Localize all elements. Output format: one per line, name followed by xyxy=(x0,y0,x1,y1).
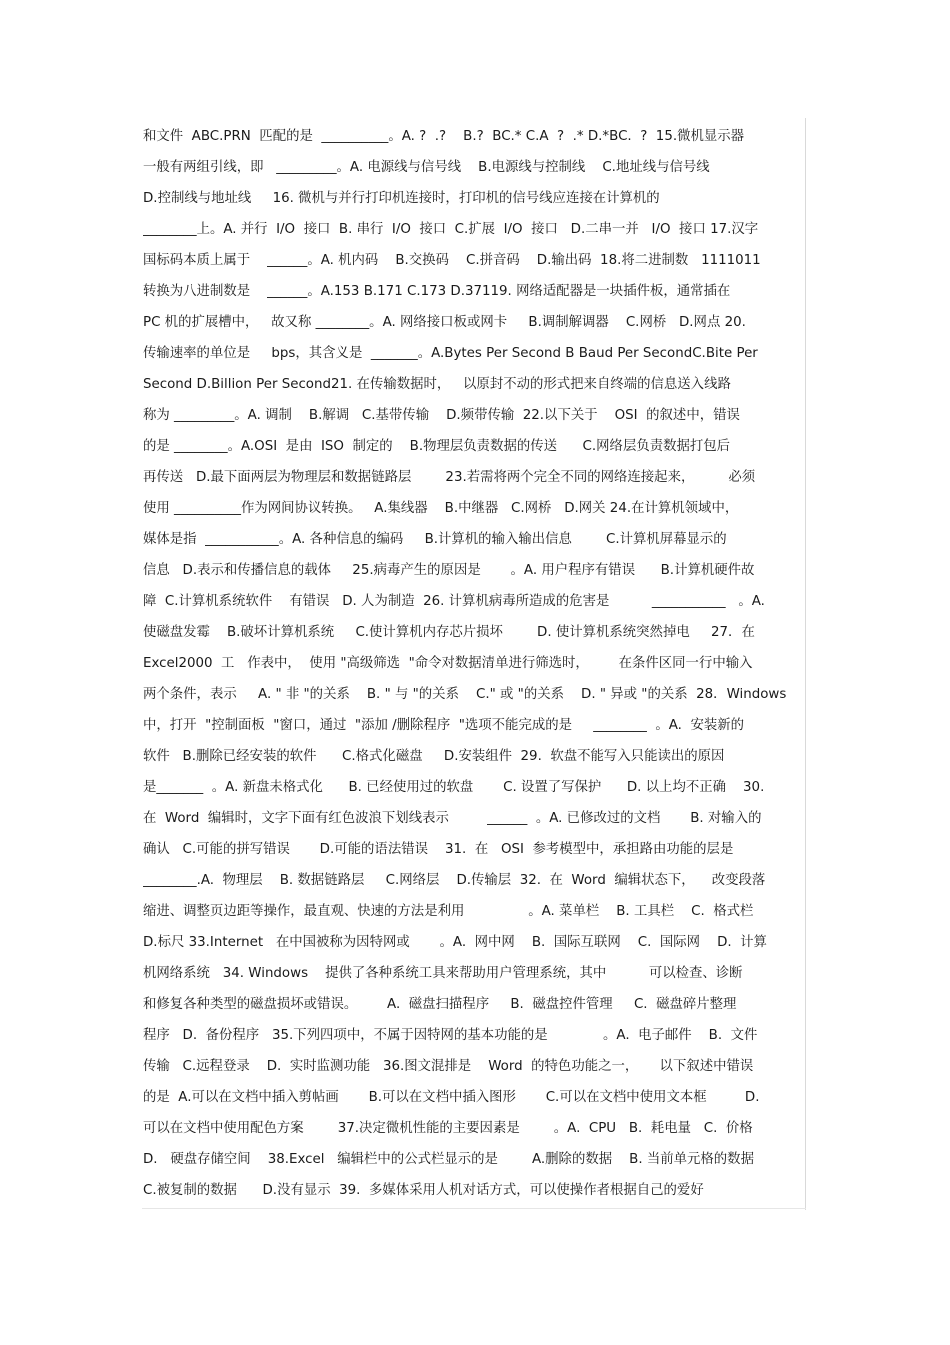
text-line: 称为 _________。A. 调制 B.解调 C.基带传输 D.频带传输 22.以下关于 OSI 的叙述中，错误 xyxy=(143,408,740,423)
text-line: D.标尺 33.Internet 在中国被称为因特网或 。A. 网中网 B. 国际互联网 C. 国际网 D. 计算 xyxy=(143,935,767,950)
text-line: ________上。A. 并行 I/O 接口 B. 串行 I/O 接口 C.扩展 I/O 接口 D.二串一并 I/O 接口 17.汉字 xyxy=(143,222,759,237)
text-line: D. 硬盘存储空间 38.Excel 编辑栏中的公式栏显示的是 A.删除的数据 B. 当前单元格的数据 xyxy=(143,1152,754,1167)
text-line: 传输 C.远程登录 D. 实时监测功能 36.图文混排是 Word 的特色功能之一， 以下叙述中错误 xyxy=(143,1059,754,1074)
text-line: 和修复各种类型的磁盘损坏或错误。 A. 磁盘扫描程序 B. 磁盘控件管理 C. 磁盘碎片整理 xyxy=(143,997,737,1012)
text-line: 障 C.计算机系统软件 有错误 D. 人为制造 26. 计算机病毒所造成的危害是 ___________ 。A. xyxy=(143,594,765,609)
text-line: 和文件 ABC.PRN 匹配的是 __________。A. ? .? B.? BC.* C.A ? .* D.*BC. ? 15.微机显示器 xyxy=(143,129,745,144)
text-line: 的是 A.可以在文档中插入剪帖画 B.可以在文档中插入图形 C.可以在文档中使用文本框 D. xyxy=(143,1090,760,1105)
text-line: 使磁盘发霉 B.破坏计算机系统 C.使计算机内存芯片损坏 D. 使计算机系统突然掉电 27．在 xyxy=(143,625,755,640)
page-bottom-border xyxy=(142,1208,806,1209)
text-line: D.控制线与地址线 16. 微机与并行打印机连接时，打印机的信号线应连接在计算机的 xyxy=(143,191,660,206)
text-line: 在 Word 编辑时，文字下面有红色波浪下划线表示 ______ 。A. 已修改过的文档 B. 对输入的 xyxy=(143,811,762,826)
text-line: 国标码本质上属于 ______。A. 机内码 B.交换码 C.拼音码 D.输出码 18.将二进制数 1111011 xyxy=(143,253,761,268)
text-line: 机网络系统 34. Windows 提供了各种系统工具来帮助用户管理系统，其中 可以检查、诊断 xyxy=(143,966,743,981)
text-line: Excel2000 工 作表中， 使用 "高级筛选 "命令对数据清单进行筛选时， 在条件区同一行中输入 xyxy=(143,656,753,671)
text-line: ________.A. 物理层 B. 数据链路层 C.网络层 D.传输层 32. 在 Word 编辑状态下， 改变段落 xyxy=(143,873,766,888)
question-text-block xyxy=(143,121,807,1206)
text-line: C.被复制的数据 D.没有显示 39. 多媒体采用人机对话方式，可以使操作者根据自己的爱好 xyxy=(143,1183,704,1198)
text-line: 的是 ________。A.OSI 是由 ISO 制定的 B.物理层负责数据的传送 C.网络层负责数据打包后 xyxy=(143,439,731,454)
text-line: 信息 D.表示和传播信息的载体 25.病毒产生的原因是 。A. 用户程序有错误 B.计算机硬件故 xyxy=(143,563,755,578)
text-line: 中，打开 "控制面板 "窗口，通过 "添加 /删除程序 "选项不能完成的是 ________ 。A. 安装新的 xyxy=(143,718,745,733)
text-line: 确认 C.可能的拼写错误 D.可能的语法错误 31. 在 OSI 参考模型中，承担路由功能的层是 xyxy=(143,842,734,857)
text-line: PC 机的扩展槽中， 故又称 ________。A. 网络接口板或网卡 B.调制解调器 C.网桥 D.网点 20. xyxy=(143,315,746,330)
text-line: 软件 B.删除已经安装的软件 C.格式化磁盘 D.安装组件 29. 软盘不能写入只能读出的原因 xyxy=(143,749,725,764)
text-line: 再传送 D.最下面两层为物理层和数据链路层 23.若需将两个完全不同的网络连接起来， 必须 xyxy=(143,470,756,485)
text-line: Second D.Billion Per Second21. 在传输数据时， 以原封不动的形式把来自终端的信息送入线路 xyxy=(143,377,731,392)
text-line: 可以在文档中使用配色方案 37.决定微机性能的主要因素是 。A. CPU B. 耗电量 C. 价格 xyxy=(143,1121,753,1136)
text-line: 传输速率的单位是 bps，其含义是 _______。A.Bytes Per Second B Baud Per SecondC.Bite Per xyxy=(143,346,758,361)
text-line: 缩进、调整页边距等操作，最直观、快速的方法是利用 。A. 菜单栏 B. 工具栏 C. 格式栏 xyxy=(143,904,754,919)
text-line: 使用 __________作为网间协议转换。 A.集线器 B.中继器 C.网桥 D.网关 24.在计算机领域中， xyxy=(143,501,739,516)
text-line: 程序 D. 备份程序 35.下列四项中，不属于因特网的基本功能的是 。A. 电子邮件 B. 文件 xyxy=(143,1028,758,1043)
text-line: 是_______ 。A. 新盘未格式化 B. 已经使用过的软盘 C. 设置了写保护 D. 以上均不正确 30. xyxy=(143,780,765,795)
text-line: 转换为八进制数是 ______。A.153 B.171 C.173 D.37119. 网络适配器是一块插件板，通常插在 xyxy=(143,284,731,299)
text-line: 一般有两组引线，即 _________。A. 电源线与信号线 B.电源线与控制线 C.地址线与信号线 xyxy=(143,160,710,175)
text-line: 两个条件，表示 A. " 非 "的关系 B. " 与 "的关系 C." 或 "的关系 D. " 异或 "的关系 28．Windows xyxy=(143,687,787,702)
text-line: 媒体是指 ___________。A. 各种信息的编码 B.计算机的输入输出信息 C.计算机屏幕显示的 xyxy=(143,532,727,547)
